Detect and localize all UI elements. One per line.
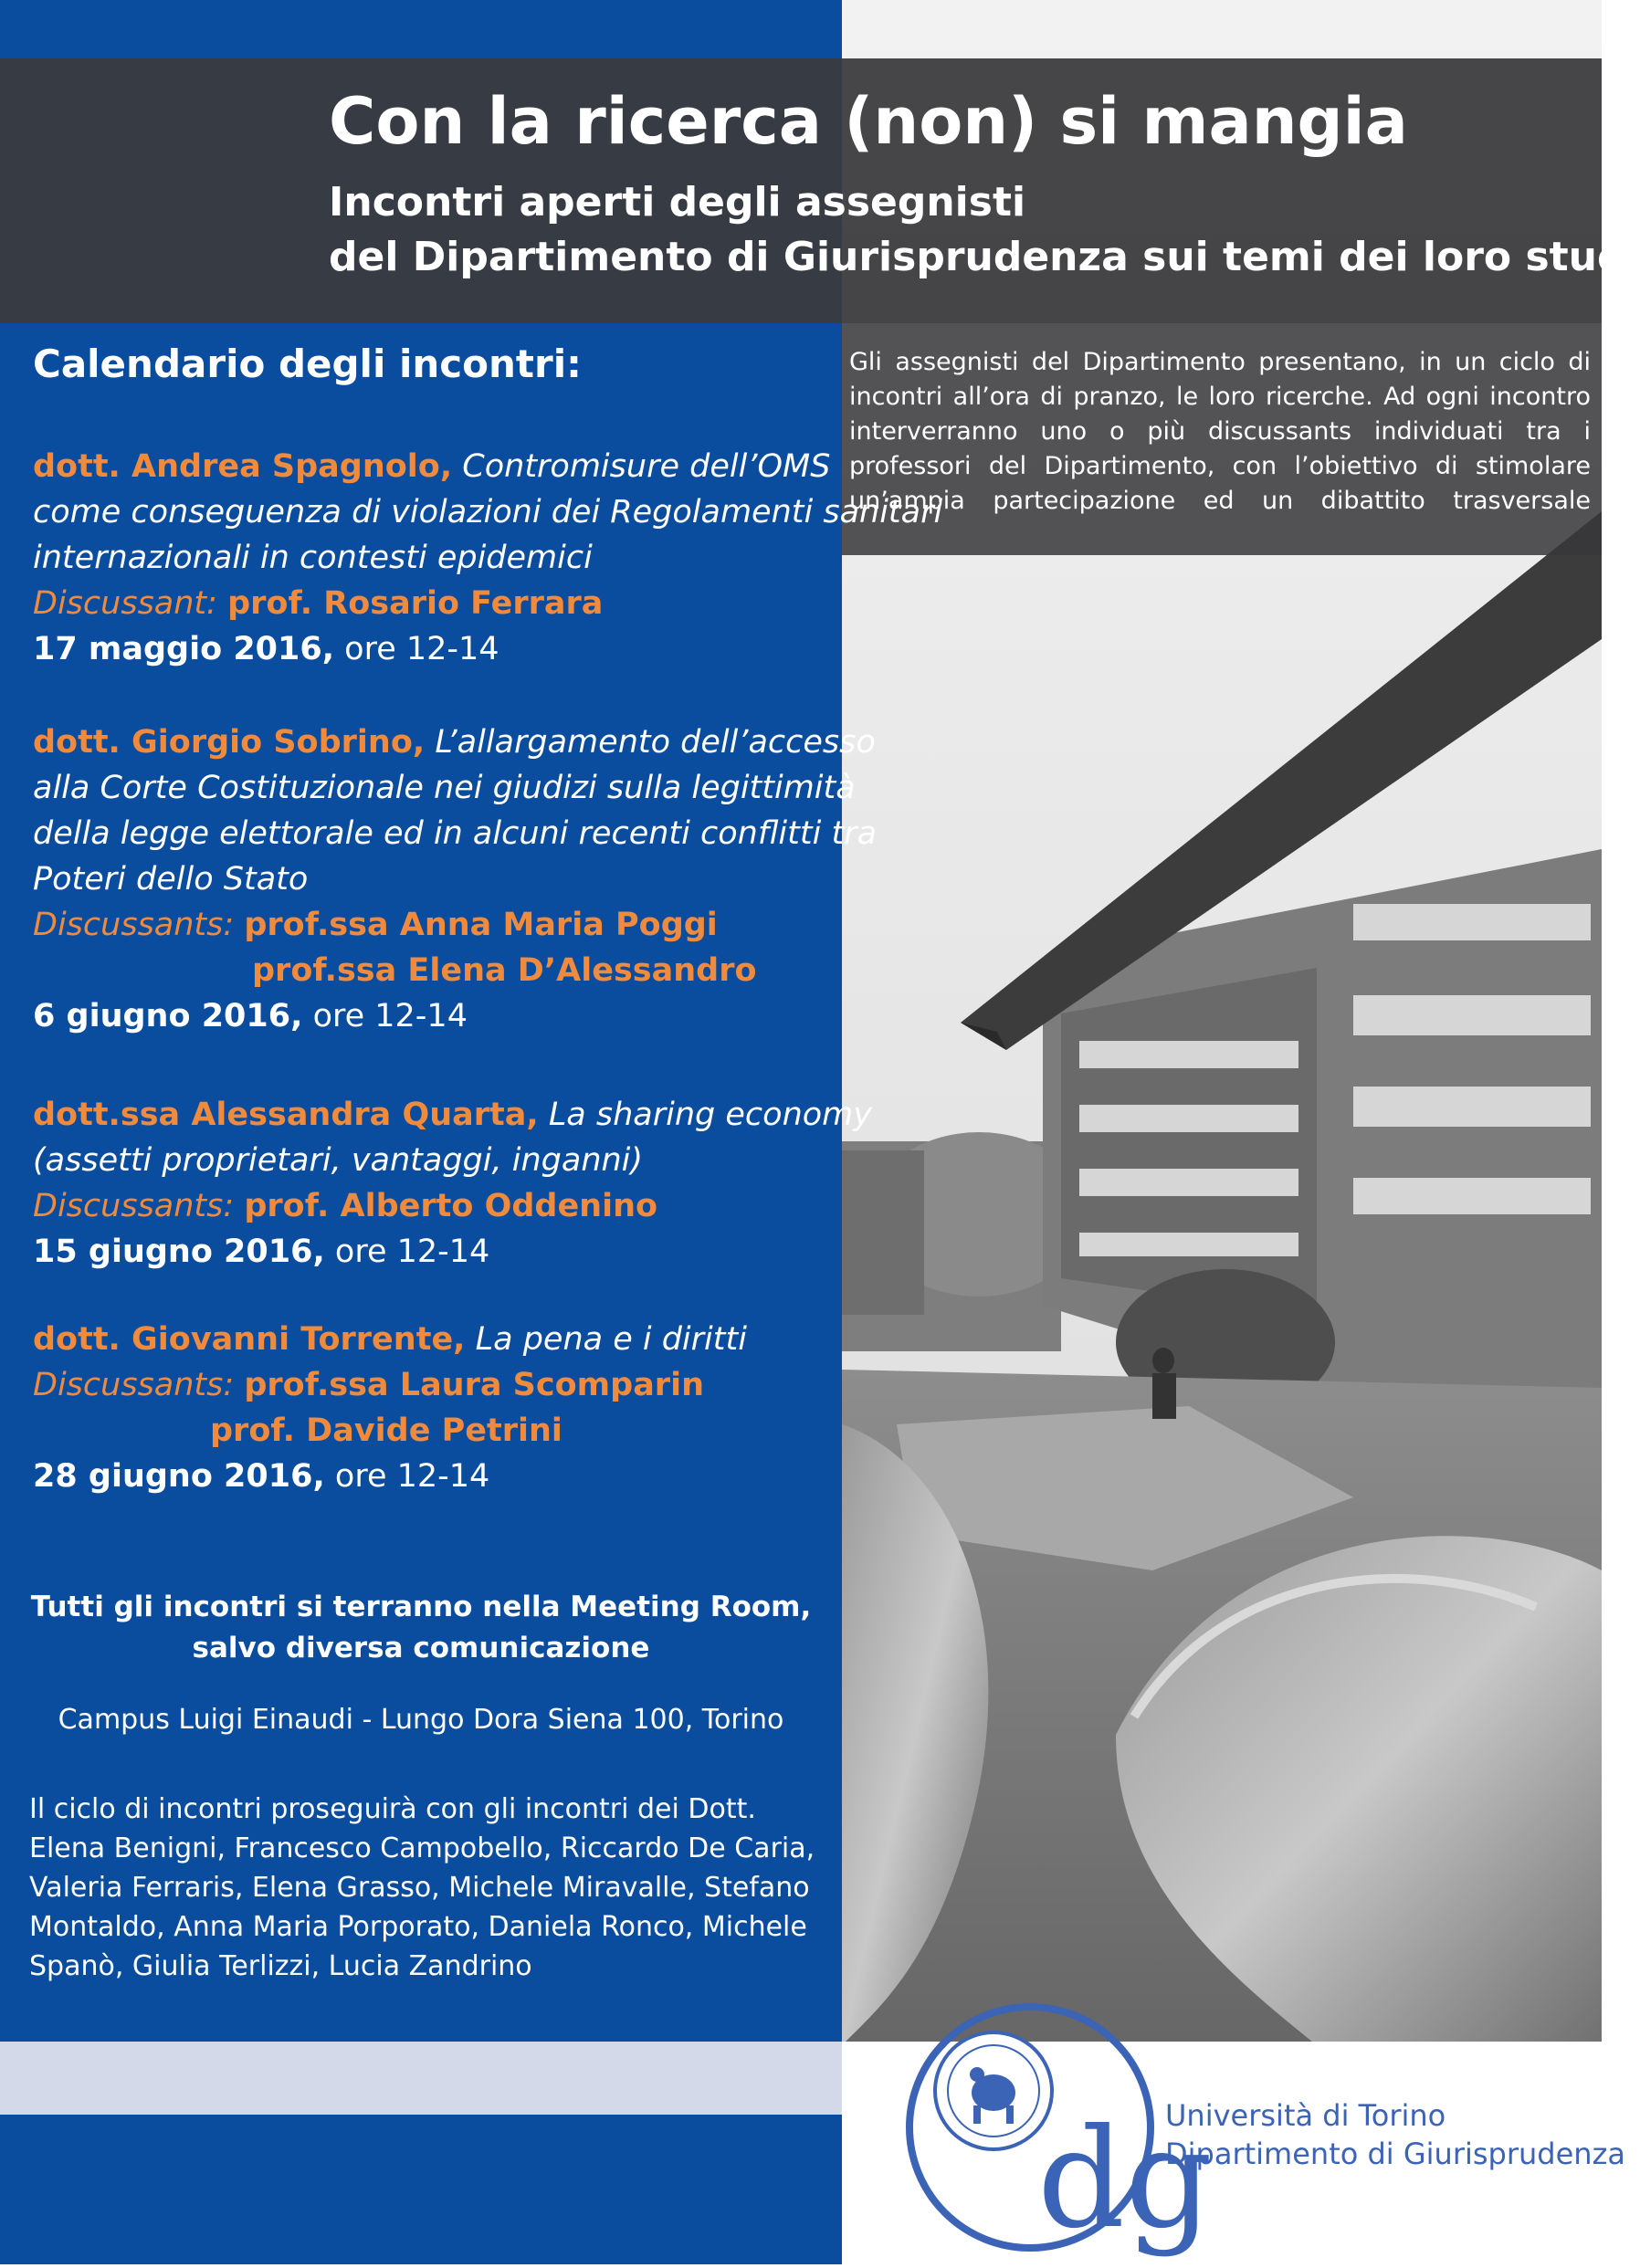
event-1 [33,444,942,672]
discussant-name: prof. Rosario Ferrara [227,585,604,622]
event-speaker: dott. Giorgio Sobrino, [33,724,426,761]
note-line: Tutti gli incontri si terranno nella Meeting Room, [30,1591,812,1623]
logo-line: Università di Torino [1165,2098,1446,2133]
event-title: alla Corte Costituzionale nei giudizi sulla legittimità [33,770,856,806]
discussant-label: Discussant: [33,585,217,622]
university-logo [893,1990,1214,2264]
event-speaker: dott. Andrea Spagnolo, [33,448,453,485]
footer-band [0,2042,842,2115]
event-speaker: dott. Giovanni Torrente, [33,1321,466,1358]
event-title: della legge elettorale ed in alcuni recenti conflitti tra [33,815,878,852]
event-time: ore 12-14 [344,631,499,667]
discussant-label: Discussants: [33,1188,235,1224]
note-line: salvo diversa comunicazione [192,1632,650,1664]
event-title: La pena e i diritti [475,1321,747,1358]
event-title: come conseguenza di violazioni dei Regolamenti sanitari [33,494,943,530]
event-time: ore 12-14 [312,998,468,1034]
event-date: 17 maggio 2016, [33,631,335,667]
page-title: Con la ricerca (non) si mangia [329,84,1408,159]
discussant-label: Discussants: [33,1367,235,1403]
event-2 [33,719,877,1039]
discussant-name: prof. Alberto Oddenino [244,1188,658,1224]
logo-text [1165,2096,1625,2173]
discussant-name: prof.ssa Laura Scomparin [244,1367,704,1403]
event-time: ore 12-14 [334,1234,490,1270]
calendar-heading: Calendario degli incontri: [33,341,582,386]
discussant-label: Discussants: [33,907,235,943]
discussant-name: prof.ssa Anna Maria Poggi [244,907,718,943]
event-title: (assetti proprietari, vantaggi, inganni) [33,1142,644,1179]
event-title: Contromisure dell’OMS [462,448,831,485]
logo-line: Dipartimento di Giurisprudenza [1165,2137,1625,2171]
discussant-name: prof.ssa Elena D’Alessandro [252,952,757,989]
event-title: La sharing economy [548,1097,872,1133]
subtitle-line: Incontri aperti degli assegnisti [329,179,1026,226]
continuation-text: Il ciclo di incontri proseguirà con gli incontri dei Dott. Elena Benigni, Francesco Campobello, Riccardo De Caria, Valeria Ferraris, Elena Grasso, Michele Miravalle, Stefano Montaldo, Anna Maria Porporato, Daniela Ronco, Michele Spanò, Giulia Terlizzi, Lucia Zandrino [29,1793,815,1982]
event-time: ore 12-14 [334,1458,490,1495]
event-date: 6 giugno 2016, [33,998,303,1034]
logo-monogram: dg [1037,2100,1214,2259]
event-3 [33,1092,872,1275]
event-title: Poteri dello Stato [33,861,309,898]
intro-text: Gli assegnisti del Dipartimento presentano, in un ciclo di incontri all’ora di pranzo, le loro ricerche. Ad ogni incontro interverranno uno o più discussants individuati tra i professori del Dipartimento, con l’obiettivo di stimolare un’ampia partecipazione ed un dibattito trasversale [849,348,1591,515]
subtitle-line: del Dipartimento di Giurisprudenza sui temi dei loro studi [329,234,1640,280]
address: Campus Luigi Einaudi - Lungo Dora Siena 100, Torino [58,1704,784,1736]
meeting-room-note [0,1587,842,1669]
event-date: 15 giugno 2016, [33,1234,325,1270]
page-subtitle [329,175,1640,285]
event-title: L’allargamento dell’accesso [435,724,876,761]
event-speaker: dott.ssa Alessandra Quarta, [33,1097,539,1133]
event-title: internazionali in contesti epidemici [33,540,593,576]
discussant-name: prof. Davide Petrini [210,1412,562,1449]
event-date: 28 giugno 2016, [33,1458,325,1495]
event-4 [33,1317,747,1499]
